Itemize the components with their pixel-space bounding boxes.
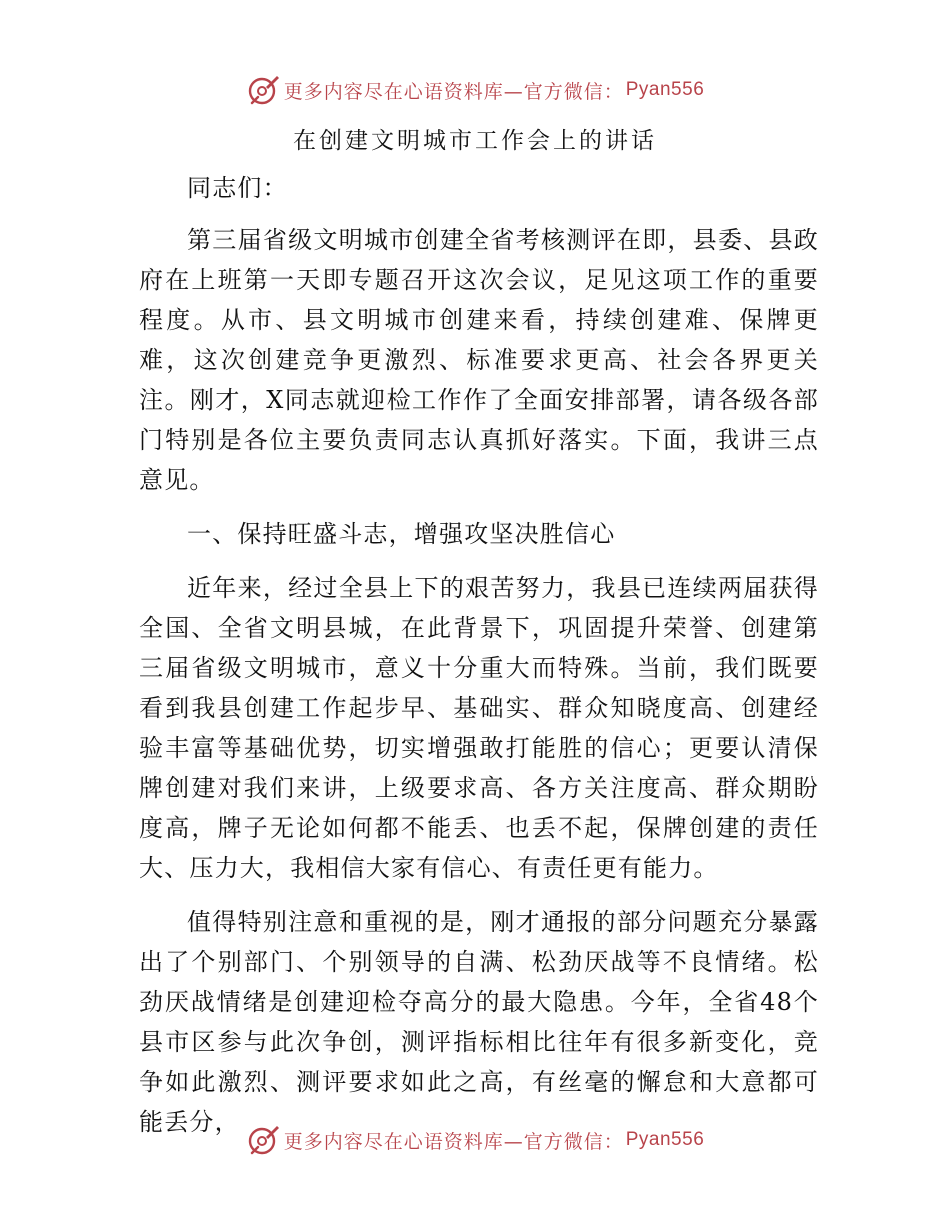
watermark-wechat-id: Pyan556 [625, 79, 705, 100]
paragraph-3: 值得特别注意和重视的是，刚才通报的部分问题充分暴露出了个别部门、个别领导的自满、松劲厌战等不良情绪。松劲厌战情绪是创建迎检夺高分的最大隐患。今年，全省48个县市区参与此次争创，测评指标相比往年有很多新变化，竞争如此激烈、测评要求如此之高，有丝毫的懈怠和大意都可能丢分， [139, 908, 819, 1136]
pen-logo-icon [246, 1123, 280, 1157]
section-heading-1: 一、保持旺盛斗志，增强攻坚决胜信心 [187, 520, 616, 548]
paragraph-1: 第三届省级文明城市创建全省考核测评在即，县委、县政府在上班第一天即专题召开这次会议，足见这项工作的重要程度。从市、县文明城市创建来看，持续创建难、保牌更难，这次创建竞争更激烈、标准要求更高、社会各界更关注。刚才，X同志就迎检工作作了全面安排部署，请各级各部门特别是各位主要负责同志认真抓好落实。下面，我讲三点意见。 [139, 226, 819, 494]
document-body [139, 168, 819, 1156]
watermark-footer [0, 1120, 950, 1160]
watermark-wechat-id: Pyan556 [625, 1129, 705, 1150]
greeting: 同志们： [187, 174, 288, 202]
document-title: 在创建文明城市工作会上的讲话 [293, 128, 657, 154]
pen-logo-icon [246, 73, 280, 107]
watermark-text: 更多内容尽在心语资料库—官方微信： [283, 80, 624, 103]
paragraph-2: 近年来，经过全县上下的艰苦努力，我县已连续两届获得全国、全省文明县城，在此背景下，巩固提升荣誉、创建第三届省级文明城市，意义十分重大而特殊。当前，我们既要看到我县创建工作起步早、基础实、群众知晓度高、创建经验丰富等基础优势，切实增强敢打能胜的信心；更要认清保牌创建对我们来讲，上级要求高、各方关注度高、群众期盼度高，牌子无论如何都不能丢、也丢不起，保牌创建的责任大、压力大，我相信大家有信心、有责任更有能力。 [139, 574, 819, 882]
watermark-header [0, 70, 950, 110]
watermark-text: 更多内容尽在心语资料库—官方微信： [283, 1130, 624, 1153]
